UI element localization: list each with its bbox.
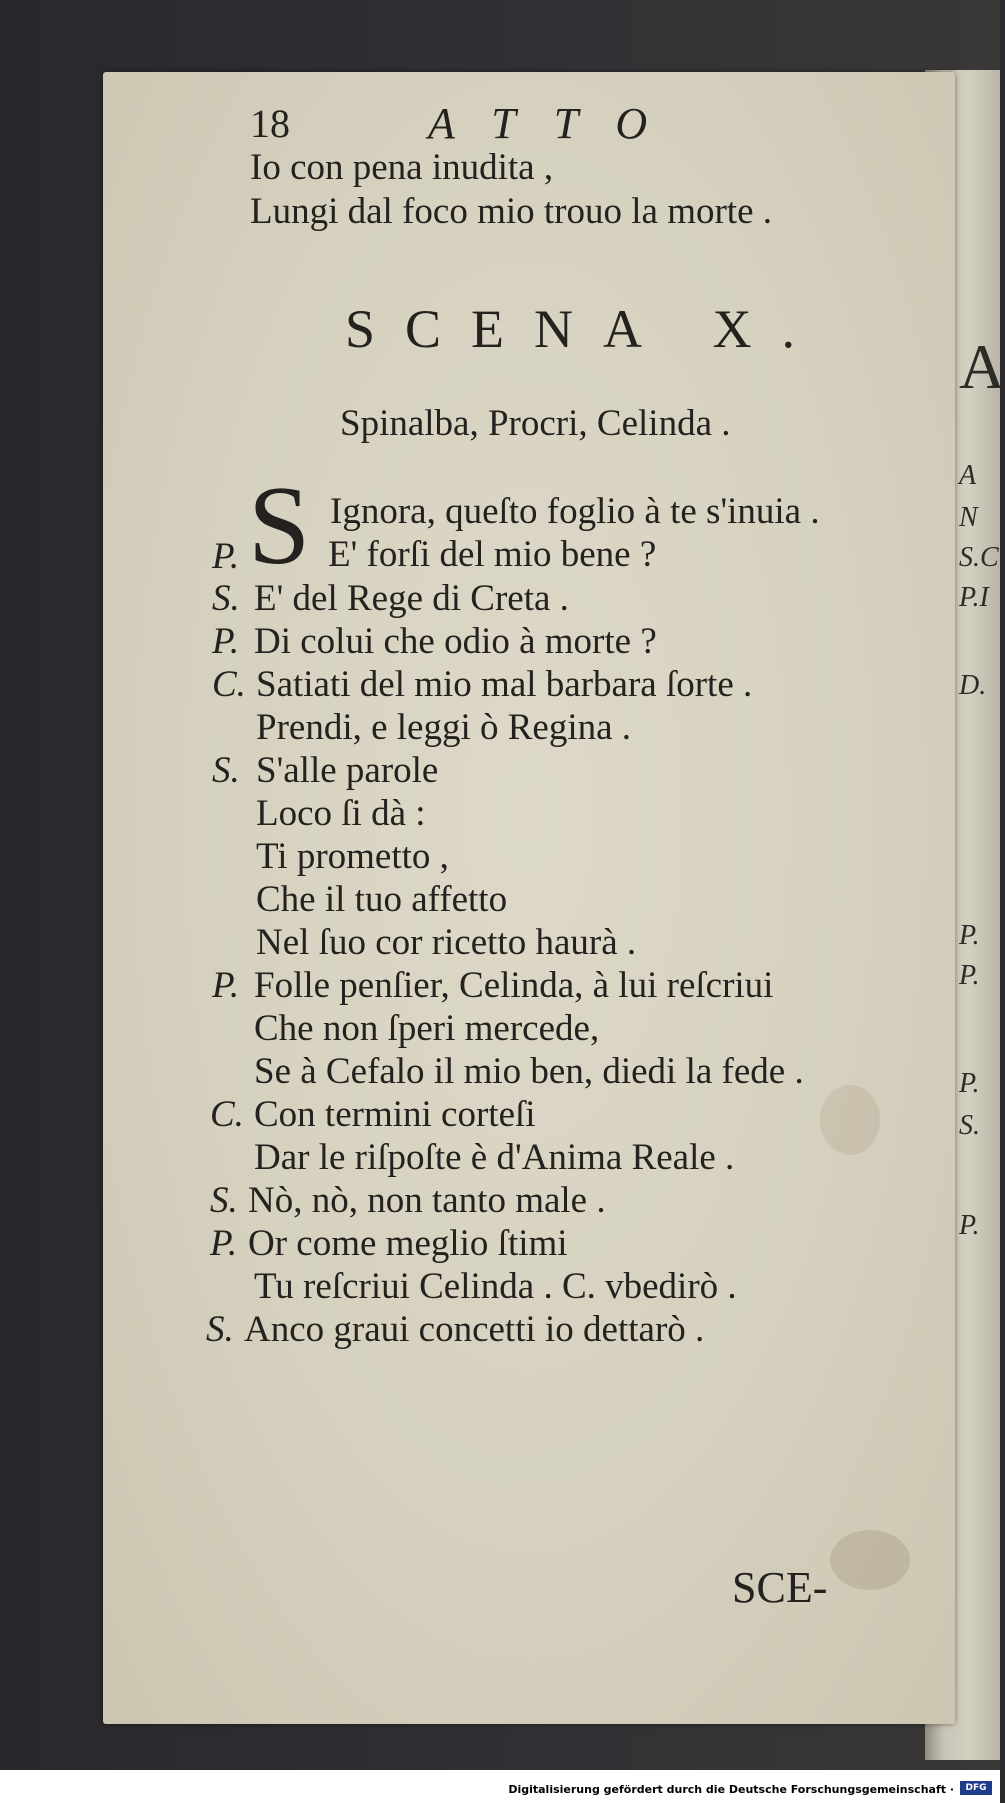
dialogue-text: Di colui che odio à morte ? <box>254 621 657 662</box>
dialogue-text: Ignora, queſto foglio à te s'inuia . <box>330 491 820 532</box>
speaker-label: S. <box>212 750 240 791</box>
dfg-logo: DFG <box>960 1781 992 1795</box>
adjacent-page-fragment: P. <box>959 1210 980 1241</box>
scene-cast-list: Spinalba, Procri, Celinda . <box>340 403 731 444</box>
dialogue-text: Anco graui concetti io dettarò . <box>244 1309 705 1350</box>
adjacent-page-fragment: P.I <box>959 582 989 613</box>
dialogue-text: E' del Rege di Creta . <box>254 578 569 619</box>
dialogue-text: Se à Cefalo il mio ben, diedi la fede . <box>254 1051 804 1092</box>
dialogue-text: Che il tuo affetto <box>256 879 508 920</box>
adjacent-page-fragment: A <box>959 460 977 491</box>
dialogue-text: Satiati del mio mal barbara ſorte . <box>256 664 753 705</box>
running-head: ATTO <box>428 99 686 148</box>
speaker-label: C. <box>212 664 246 705</box>
verse-line: Io con pena inudita , <box>250 147 554 188</box>
dialogue-text: E' forſi del mio bene ? <box>328 534 657 575</box>
dialogue-text: Tu reſcriui Celinda . C. vbedirò . <box>254 1266 737 1307</box>
drop-cap: S <box>248 464 311 588</box>
dialogue-text: Ti prometto , <box>256 836 449 877</box>
dialogue-text: Loco ſi dà : <box>256 793 426 834</box>
speaker-label: P. <box>212 965 240 1006</box>
speaker-label: S. <box>212 578 240 619</box>
speaker-label: P. <box>212 621 240 662</box>
dialogue-text: Prendi, e leggi ò Regina . <box>256 707 632 748</box>
adjacent-page-fragment: S. <box>959 1110 980 1141</box>
dialogue-text: Nò, nò, non tanto male . <box>248 1180 606 1221</box>
dialogue-text: Or come meglio ſtimi <box>248 1223 568 1264</box>
verse-line: Lungi dal foco mio trouo la morte . <box>250 191 772 232</box>
speaker-label: P. <box>212 536 240 577</box>
adjacent-page-fragment: P. <box>959 1068 980 1099</box>
adjacent-page-fragment: P. <box>959 920 980 951</box>
dialogue-text: Folle penſier, Celinda, à lui reſcriui <box>254 965 774 1006</box>
dialogue-text: Che non ſperi mercede, <box>254 1008 600 1049</box>
adjacent-page-fragment: A <box>959 331 1005 402</box>
speaker-label: S. <box>206 1309 234 1350</box>
speaker-label: C. <box>210 1094 244 1135</box>
catchword: SCE- <box>732 1563 828 1612</box>
paper-stain <box>830 1530 910 1590</box>
adjacent-page-fragment: N <box>959 502 978 533</box>
paper-stain <box>820 1085 880 1155</box>
digitization-credit: Digitalisierung gefördert durch die Deutsche Forschungsgemeinschaft · <box>508 1783 954 1796</box>
dialogue-text: Nel ſuo cor ricetto haurà . <box>256 922 637 963</box>
speaker-label: S. <box>210 1180 238 1221</box>
adjacent-page-fragment: P. <box>959 960 980 991</box>
dialogue-text: Dar le riſpoſte è d'Anima Reale . <box>254 1137 735 1178</box>
speaker-label: P. <box>210 1223 238 1264</box>
adjacent-page-fragment: S.C <box>959 542 999 573</box>
dialogue-text: Con termini corteſi <box>254 1094 536 1135</box>
adjacent-page-fragment: D. <box>959 670 987 701</box>
dialogue-text: S'alle parole <box>256 750 439 791</box>
scene-title: SCENA X. <box>345 299 826 359</box>
page-number: 18 <box>250 101 290 146</box>
